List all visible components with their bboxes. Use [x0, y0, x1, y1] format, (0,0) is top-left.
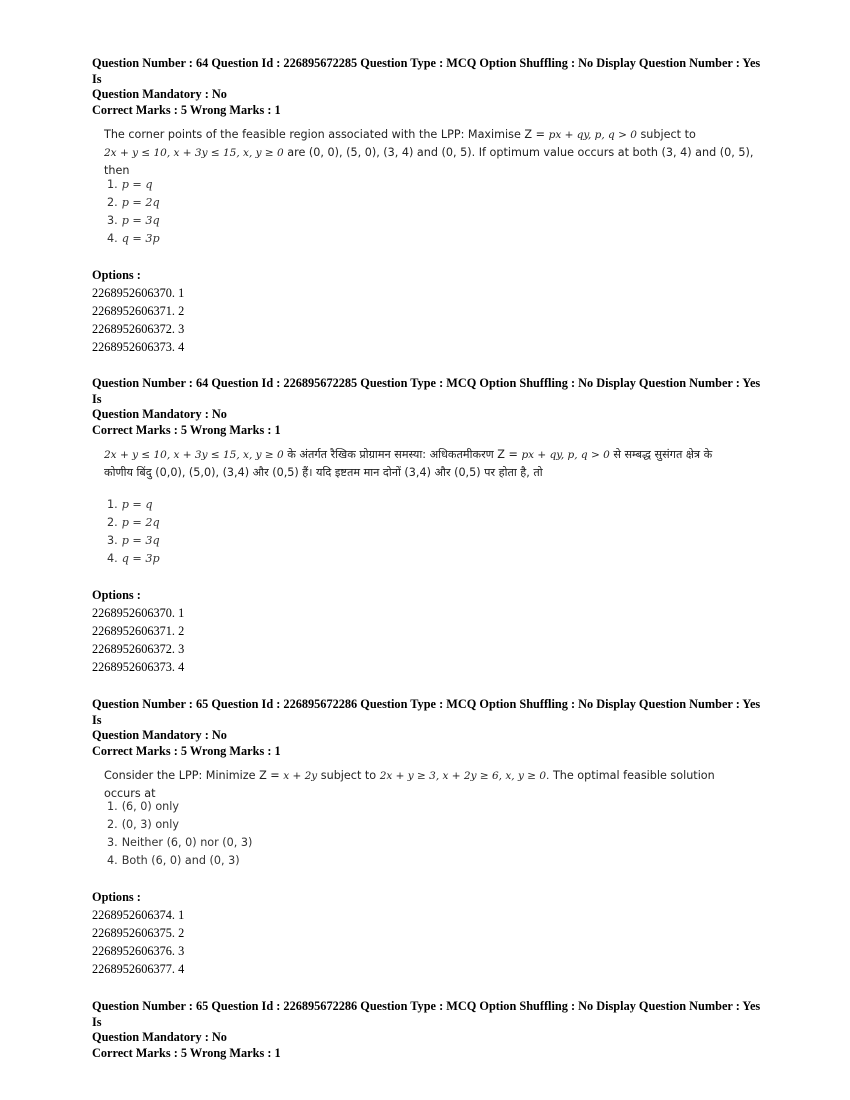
choice-item: 3. Neither (6, 0) nor (0, 3)	[107, 836, 253, 849]
choice-item: 2. p = 2q	[107, 516, 160, 529]
option-id: 2268952606374. 1	[92, 908, 185, 922]
question-mandatory: Question Mandatory : No	[92, 87, 227, 101]
options-list	[92, 266, 184, 356]
question-mandatory: Question Mandatory : No	[92, 728, 227, 742]
option-id: 2268952606373. 4	[92, 660, 185, 674]
choice-item: 3. p = 3q	[107, 214, 160, 227]
question-header	[92, 376, 762, 438]
choice-item: 2. p = 2q	[107, 196, 160, 209]
choice-item: 4. q = 3p	[107, 552, 160, 565]
answer-choices	[107, 798, 252, 870]
question-meta: Question Number : 65 Question Id : 226895672286 Question Type : MCQ Option Shuffling : No Display Question Number : Yes Is	[92, 999, 761, 1029]
option-id: 2268952606371. 2	[92, 304, 185, 318]
question-stem: The corner points of the feasible region associated with the LPP: Maximise Z = px + qy, p, q > 0 subject to 2x + y ≤ 10, x + 3y ≤ 15, x, y ≥ 0 are (0, 0), (5, 0), (3, 4) and (0, 5). If optimum value occurs at both (3, 4) and (0, 5), then	[104, 128, 754, 177]
option-id: 2268952606375. 2	[92, 926, 185, 940]
question-header	[92, 697, 762, 759]
question-marks: Correct Marks : 5 Wrong Marks : 1	[92, 422, 281, 437]
question-meta: Question Number : 65 Question Id : 226895672286 Question Type : MCQ Option Shuffling : No Display Question Number : Yes Is	[92, 697, 761, 727]
choice-item: 3. p = 3q	[107, 534, 160, 547]
question-mandatory: Question Mandatory : No	[92, 407, 227, 421]
option-id: 2268952606373. 4	[92, 340, 185, 354]
option-id: 2268952606370. 1	[92, 286, 185, 300]
options-heading: Options :	[92, 890, 141, 904]
question-header	[92, 56, 762, 118]
option-id: 2268952606370. 1	[92, 606, 185, 620]
choice-item: 1. p = q	[107, 498, 153, 511]
question-stem: Consider the LPP: Minimize Z = x + 2y subject to 2x + y ≥ 3, x + 2y ≥ 6, x, y ≥ 0. The optimal feasible solution occurs at	[104, 769, 715, 800]
option-id: 2268952606371. 2	[92, 624, 185, 638]
choice-item: 2. (0, 3) only	[107, 818, 179, 831]
question-stem: 2x + y ≤ 10, x + 3y ≤ 15, x, y ≥ 0 के अंतर्गत रैखिक प्रोग्रामन समस्या: अधिकतमीकरण Z = px + qy, p, q > 0 से सम्बद्ध सुसंगत क्षेत्र के कोणीय बिंदु (0,0), (5,0), (3,4) और (0,5) हैं। यदि इष्टतम मान दोनों (3,4) और (0,5) पर होता है, तो	[104, 448, 713, 479]
question-meta: Question Number : 64 Question Id : 226895672285 Question Type : MCQ Option Shuffling : No Display Question Number : Yes Is	[92, 376, 761, 406]
option-id: 2268952606372. 3	[92, 642, 185, 656]
option-id: 2268952606377. 4	[92, 962, 185, 976]
answer-choices	[107, 496, 160, 568]
options-heading: Options :	[92, 268, 141, 282]
answer-choices	[107, 176, 160, 248]
question-marks: Correct Marks : 5 Wrong Marks : 1	[92, 1045, 281, 1060]
question-mandatory: Question Mandatory : No	[92, 1030, 227, 1044]
option-id: 2268952606372. 3	[92, 322, 185, 336]
question-marks: Correct Marks : 5 Wrong Marks : 1	[92, 102, 281, 117]
choice-item: 1. p = q	[107, 178, 153, 191]
options-list	[92, 586, 184, 676]
options-list	[92, 888, 184, 978]
choice-item: 4. q = 3p	[107, 232, 160, 245]
options-heading: Options :	[92, 588, 141, 602]
choice-item: 4. Both (6, 0) and (0, 3)	[107, 854, 240, 867]
question-meta: Question Number : 64 Question Id : 226895672285 Question Type : MCQ Option Shuffling : No Display Question Number : Yes Is	[92, 56, 761, 86]
choice-item: 1. (6, 0) only	[107, 800, 179, 813]
question-marks: Correct Marks : 5 Wrong Marks : 1	[92, 743, 281, 758]
question-header	[92, 999, 762, 1061]
option-id: 2268952606376. 3	[92, 944, 185, 958]
